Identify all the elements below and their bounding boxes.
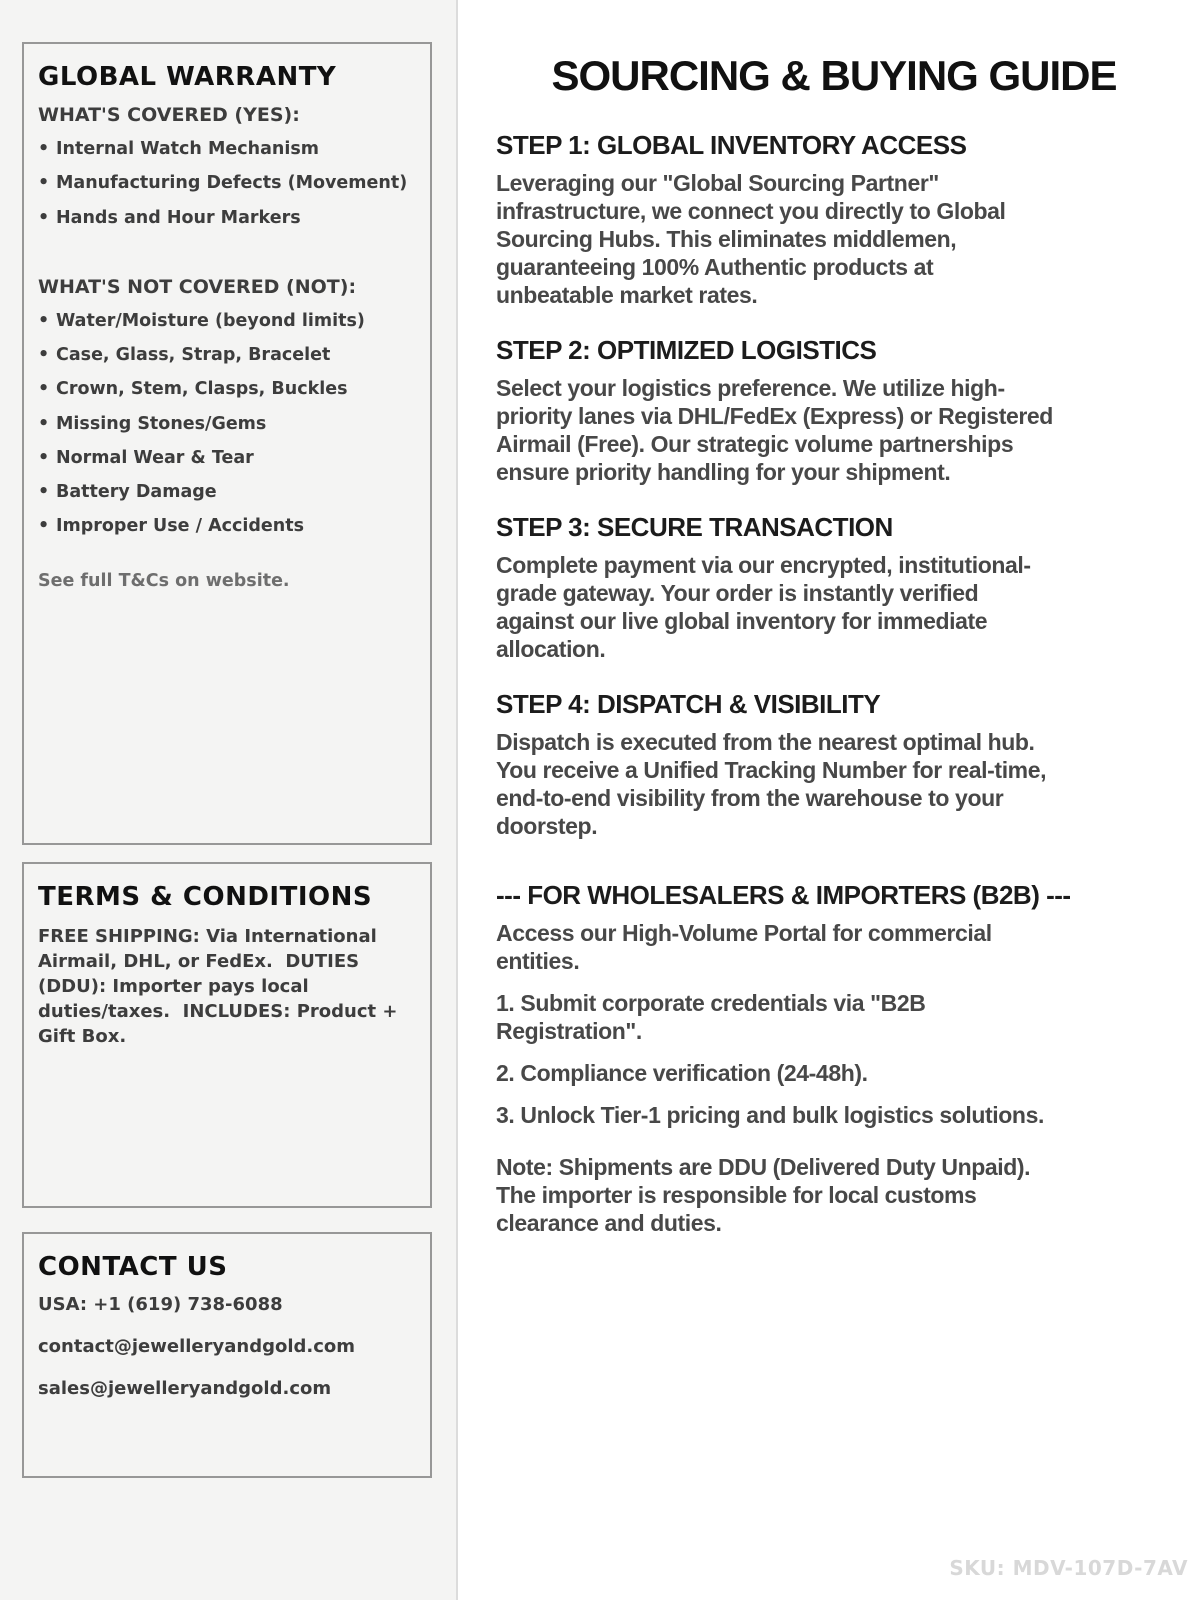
list-item bbox=[38, 449, 416, 468]
list-item bbox=[38, 483, 416, 502]
b2b-item-1: 1. Submit corporate credentials via "B2B Registration". bbox=[496, 990, 926, 1044]
covered-heading: WHAT'S COVERED (YES): bbox=[38, 104, 300, 126]
not-covered-item-label: Water/Moisture (beyond limits) bbox=[56, 310, 365, 331]
bullet-marker: • bbox=[38, 413, 50, 434]
sku-label: SKU: MDV-107D-7AV bbox=[949, 1556, 1188, 1580]
covered-list bbox=[38, 140, 416, 228]
step-body: Select your logistics preference. We utilize high-priority lanes via DHL/FedEx (Express) or Registered Airmail (Free). Our strategic volume partnerships ensure priority handling for your shipment. bbox=[496, 375, 1053, 485]
not-covered-item-label: Normal Wear & Tear bbox=[56, 447, 254, 468]
list-item bbox=[38, 415, 416, 434]
bullet-marker: • bbox=[38, 207, 50, 228]
contact-email-primary: contact@jewelleryandgold.com bbox=[38, 1336, 356, 1357]
step-2-section bbox=[496, 335, 1172, 486]
step-heading: STEP 3: SECURE TRANSACTION bbox=[496, 512, 893, 542]
contact-phone: USA: +1 (619) 738-6088 bbox=[38, 1294, 283, 1315]
list-item bbox=[38, 380, 416, 399]
step-body: Leveraging our "Global Sourcing Partner" infrastructure, we connect you directly to Global Sourcing Hubs. This eliminates middlemen, guaranteeing 100% Authentic products at unbeatable market rates. bbox=[496, 170, 1006, 308]
bullet-marker: • bbox=[38, 173, 50, 194]
list-item bbox=[38, 209, 416, 228]
contact-title: CONTACT US bbox=[38, 1252, 228, 1282]
warranty-card bbox=[22, 42, 432, 845]
not-covered-list bbox=[38, 312, 416, 537]
not-covered-heading: WHAT'S NOT COVERED (NOT): bbox=[38, 275, 357, 298]
covered-item-label: Internal Watch Mechanism bbox=[56, 139, 320, 159]
b2b-item-2: 2. Compliance verification (24-48h). bbox=[496, 1060, 868, 1086]
list-item bbox=[38, 174, 416, 193]
not-covered-item-label: Crown, Stem, Clasps, Buckles bbox=[56, 379, 348, 400]
bullet-marker: • bbox=[38, 345, 50, 365]
step-1-section bbox=[496, 130, 1172, 309]
step-body: Dispatch is executed from the nearest optimal hub. You receive a Unified Tracking Number for real-time, end-to-end visibility from the warehouse to your doorstep. bbox=[496, 729, 1047, 839]
list-item bbox=[38, 346, 416, 365]
not-covered-item-label: Case, Glass, Strap, Bracelet bbox=[56, 345, 331, 365]
list-item bbox=[38, 517, 416, 536]
b2b-note: Note: Shipments are DDU (Delivered Duty Unpaid). The importer is responsible for local customs clearance and duties. bbox=[496, 1154, 1031, 1236]
bullet-marker: • bbox=[38, 379, 50, 400]
warranty-footnote: See full T&Cs on website. bbox=[38, 570, 290, 591]
bullet-marker: • bbox=[38, 482, 50, 502]
b2b-item-3: 3. Unlock Tier-1 pricing and bulk logistics solutions. bbox=[496, 1102, 1044, 1128]
not-covered-item-label: Missing Stones/Gems bbox=[56, 413, 267, 434]
step-heading: STEP 4: DISPATCH & VISIBILITY bbox=[496, 689, 881, 719]
main-content bbox=[460, 0, 1200, 1600]
bullet-marker: • bbox=[38, 447, 50, 468]
covered-item-label: Manufacturing Defects (Movement) bbox=[56, 173, 408, 194]
covered-item-label: Hands and Hour Markers bbox=[56, 207, 301, 228]
bullet-marker: • bbox=[38, 139, 50, 159]
step-3-section bbox=[496, 512, 1172, 663]
contact-email-sales: sales@jewelleryandgold.com bbox=[38, 1378, 332, 1399]
terms-title: TERMS & CONDITIONS bbox=[38, 882, 373, 912]
terms-card bbox=[22, 862, 432, 1208]
step-heading: STEP 2: OPTIMIZED LOGISTICS bbox=[496, 335, 877, 365]
not-covered-item-label: Battery Damage bbox=[56, 482, 217, 502]
list-item bbox=[38, 140, 416, 159]
bullet-marker: • bbox=[38, 310, 50, 331]
warranty-title: GLOBAL WARRANTY bbox=[38, 62, 337, 92]
terms-body: FREE SHIPPING: Via International Airmail, DHL, or FedEx. DUTIES (DDU): Importer pays local duties/taxes. INCLUDES: Product + Gift Box. bbox=[38, 926, 404, 1047]
b2b-intro: Access our High-Volume Portal for commercial entities. bbox=[496, 920, 992, 974]
step-4-section bbox=[496, 689, 1172, 840]
b2b-section bbox=[496, 880, 1172, 1237]
b2b-heading: --- FOR WHOLESALERS & IMPORTERS (B2B) --- bbox=[496, 880, 1071, 910]
step-body: Complete payment via our encrypted, institutional-grade gateway. Your order is instantly verified against our live global inventory for immediate allocation. bbox=[496, 552, 1031, 662]
contact-card bbox=[22, 1232, 432, 1478]
not-covered-item-label: Improper Use / Accidents bbox=[56, 516, 305, 537]
page-title: SOURCING & BUYING GUIDE bbox=[551, 52, 1117, 99]
sidebar bbox=[0, 0, 458, 1600]
bullet-marker: • bbox=[38, 516, 50, 537]
step-heading: STEP 1: GLOBAL INVENTORY ACCESS bbox=[496, 130, 967, 160]
list-item bbox=[38, 312, 416, 331]
